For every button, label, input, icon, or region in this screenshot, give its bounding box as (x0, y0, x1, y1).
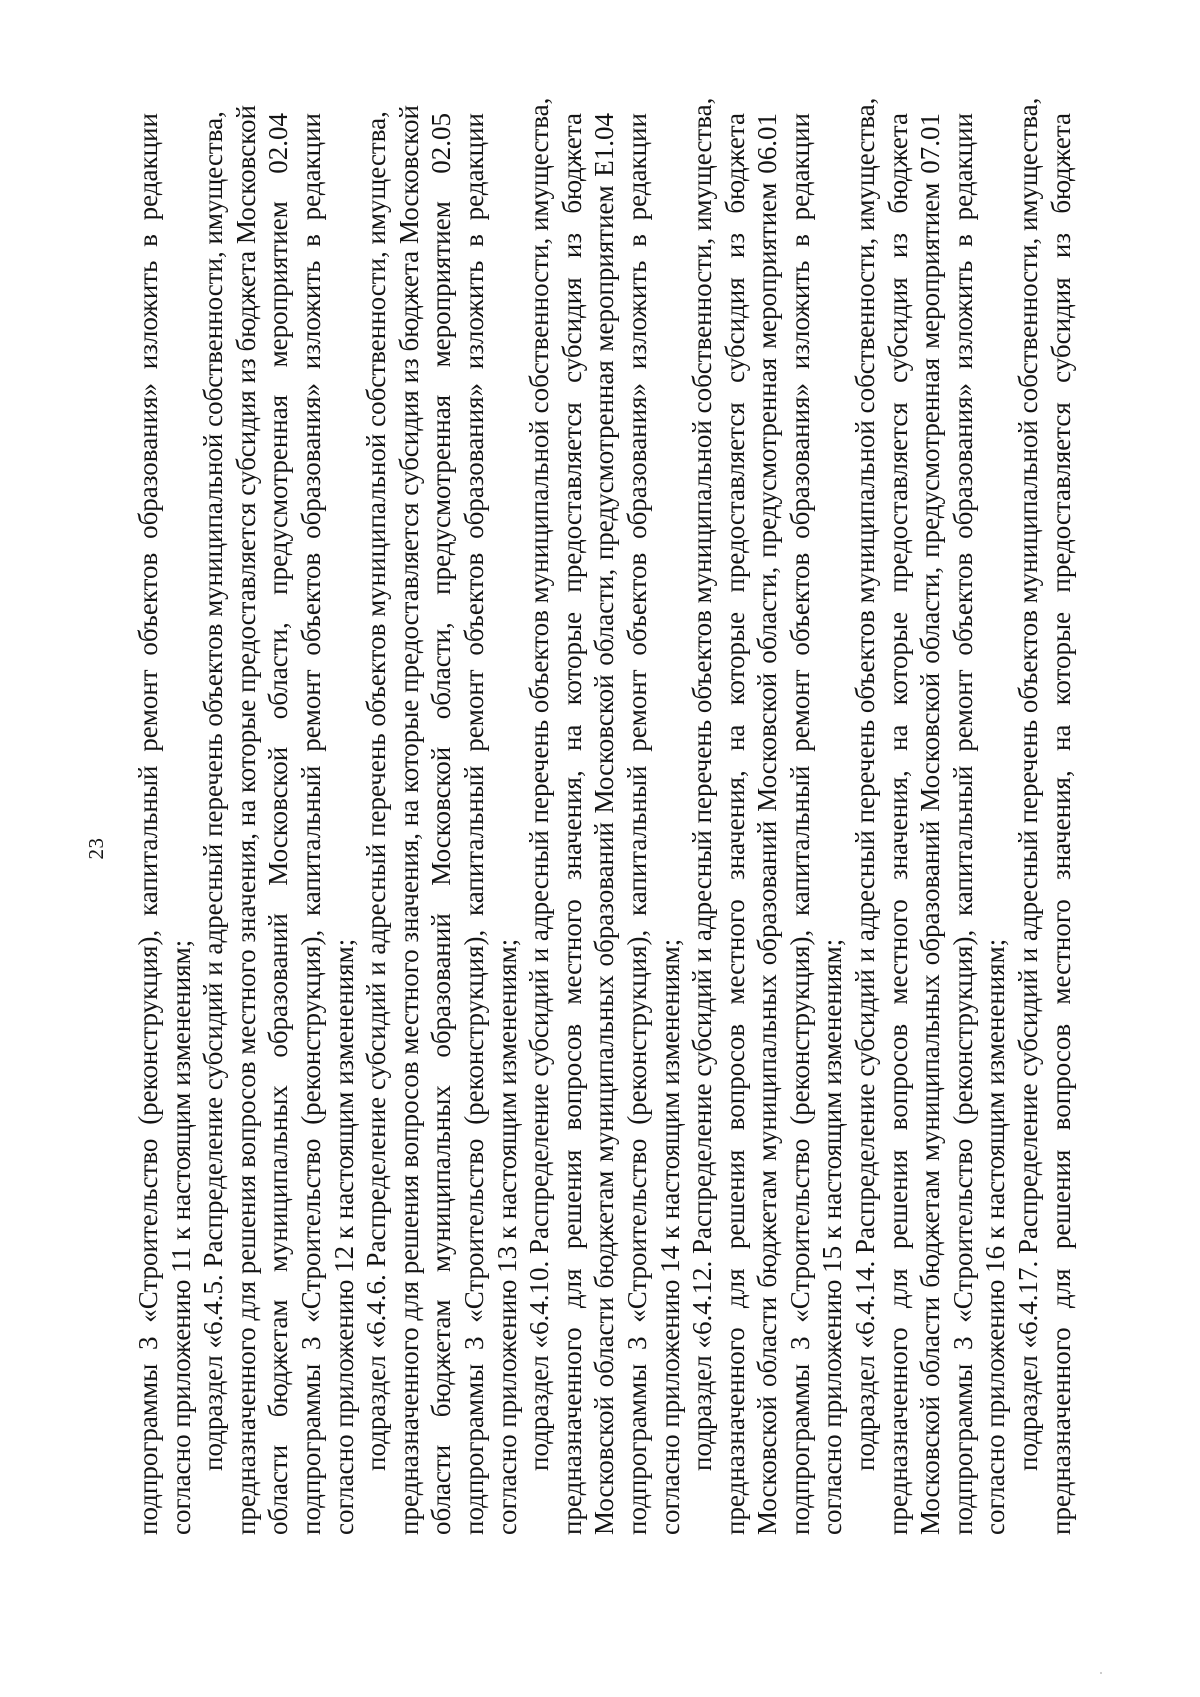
scan-dust-mark (1100, 1672, 1102, 1674)
text-line: подпрограммы 3 «Строительство (реконструкция), капитальный ремонт объектов образования» изложить в редакции (133, 113, 163, 1535)
paragraph (1012, 97, 1077, 1535)
paragraph (686, 97, 849, 1535)
text-line: согласно приложению 13 к настоящим изменениям; (491, 938, 522, 1535)
text-line: подпрограммы 3 «Строительство (реконструкция), капитальный ремонт объектов образования» изложить в редакции (784, 113, 815, 1535)
text-line: согласно приложению 12 к настоящим изменениям; (328, 938, 359, 1535)
text-line: подпрограммы 3 «Строительство (реконструкция), капитальный ремонт объектов образования» изложить в редакции (295, 113, 326, 1535)
text-line: подпрограммы 3 «Строительство (реконструкция), капитальный ремонт объектов образования» изложить в редакции (458, 113, 489, 1535)
text-line: предназначенного для решения вопросов местного значения, на которые предоставляется субсидия из бюджета (882, 113, 913, 1535)
text-line: согласно приложению 15 к настоящим изменениям; (817, 938, 848, 1535)
paragraph (849, 97, 1012, 1535)
text-line: Московской области бюджетам муниципальных образований Московской области, предусмотренная мероприятием Е1.04 (589, 113, 620, 1535)
text-line: предназначенного для решения вопросов местного значения, на которые предоставляется субсидия из бюджета Московской (230, 105, 261, 1535)
text-line: согласно приложению 16 к настоящим изменениям; (980, 938, 1011, 1535)
text-line: подпрограммы 3 «Строительство (реконструкция), капитальный ремонт объектов образования» изложить в редакции (621, 113, 652, 1535)
text-line: согласно приложению 11 к настоящим изменениям; (165, 939, 196, 1535)
text-line: Московской области бюджетам муниципальных образований Московской области, предусмотренная мероприятием 07.01 (915, 113, 946, 1535)
text-line: подраздел «6.4.17. Распределение субсидий и адресный перечень объектов муниципальной собственности, имущества, (1013, 97, 1044, 1471)
text-line: подраздел «6.4.10. Распределение субсидий и адресный перечень объектов муниципальной собственности, имущества, (524, 97, 555, 1471)
text-line: предназначенного для решения вопросов местного значения, на которые предоставляется субсидия из бюджета (719, 113, 750, 1535)
text-line: предназначенного для решения вопросов местного значения, на которые предоставляется субсидия из бюджета (556, 113, 587, 1535)
paragraph (523, 97, 686, 1535)
text-line: подраздел «6.4.12. Распределение субсидий и адресный перечень объектов муниципальной собственности, имущества, (687, 97, 718, 1471)
text-line: согласно приложению 14 к настоящим изменениям; (654, 938, 685, 1535)
text-line: области бюджетам муниципальных образований Московской области, предусмотренная мероприятием 02.04 (263, 113, 294, 1535)
text-line: Московской области бюджетам муниципальных образований Московской области, предусмотренная мероприятием 06.01 (752, 113, 783, 1535)
text-line: предназначенного для решения вопросов местного значения, на которые предоставляется субсидия из бюджета Московской (393, 105, 424, 1535)
paragraph (197, 105, 360, 1535)
paragraph (360, 105, 523, 1535)
text-line: подраздел «6.4.6. Распределение субсидий и адресный перечень объектов муниципальной собственности, имущества, (361, 111, 392, 1471)
text-line: предназначенного для решения вопросов местного значения, на которые предоставляется субсидия из бюджета (1045, 113, 1076, 1535)
paragraph (132, 113, 197, 1535)
text-line: подраздел «6.4.5. Распределение субсидий и адресный перечень объектов муниципальной собственности, имущества, (198, 111, 229, 1471)
document-body (132, 97, 1077, 1535)
text-line: подраздел «6.4.14. Распределение субсидий и адресный перечень объектов муниципальной собственности, имущества, (850, 97, 881, 1471)
page-number: 23 (84, 837, 108, 860)
text-line: подпрограммы 3 «Строительство (реконструкция), капитальный ремонт объектов образования» изложить в редакции (947, 113, 978, 1535)
text-line: области бюджетам муниципальных образований Московской области, предусмотренная мероприятием 02.05 (426, 113, 457, 1535)
